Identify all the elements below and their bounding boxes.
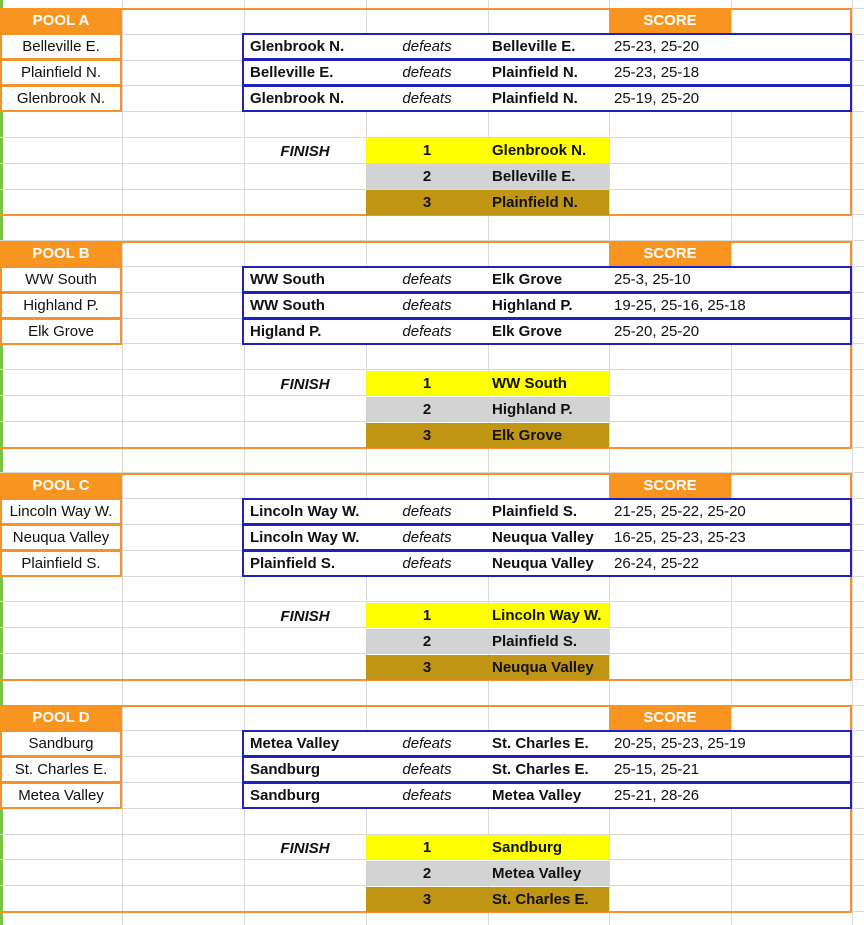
match-winner[interactable]: Sandburg — [250, 760, 320, 778]
third-place-team[interactable]: Elk Grove — [488, 423, 609, 448]
first-place-team[interactable]: Lincoln Way W. — [488, 603, 609, 628]
match-verb: defeats — [402, 760, 452, 778]
third-place-rank: 3 — [366, 423, 488, 448]
third-place-team[interactable]: Plainfield N. — [488, 190, 609, 215]
match-verb: defeats — [402, 734, 452, 752]
match-score[interactable]: 26-24, 25-22 — [614, 554, 700, 572]
match-loser[interactable]: Highland P. — [492, 296, 573, 314]
match-verb: defeats — [402, 63, 452, 81]
match-winner[interactable]: Lincoln Way W. — [250, 528, 360, 546]
pool-name: POOL B — [0, 241, 122, 266]
first-place-team[interactable]: WW South — [488, 371, 609, 396]
finish-label: FINISH — [280, 839, 330, 857]
pool-block — [0, 241, 864, 451]
match-loser[interactable]: Elk Grove — [492, 322, 563, 340]
match-loser[interactable]: Neuqua Valley — [492, 554, 594, 572]
match-verb: defeats — [402, 89, 452, 107]
match-verb: defeats — [402, 502, 452, 520]
score-header: SCORE — [609, 473, 731, 498]
finish-label: FINISH — [280, 142, 330, 160]
second-place-team[interactable]: Belleville E. — [488, 164, 609, 189]
match-verb: defeats — [402, 270, 452, 288]
pool-team-cell[interactable]: Belleville E. — [0, 33, 122, 60]
first-place-team[interactable]: Sandburg — [488, 835, 609, 860]
score-header: SCORE — [609, 241, 731, 266]
score-header: SCORE — [609, 705, 731, 730]
first-place-rank: 1 — [366, 603, 488, 628]
match-loser[interactable]: St. Charles E. — [492, 734, 589, 752]
pool-block — [0, 473, 864, 683]
pool-team-cell[interactable]: WW South — [0, 266, 122, 293]
match-score[interactable]: 21-25, 25-22, 25-20 — [614, 502, 746, 520]
match-score[interactable]: 16-25, 25-23, 25-23 — [614, 528, 746, 546]
pool-name: POOL D — [0, 705, 122, 730]
match-score[interactable]: 25-23, 25-18 — [614, 63, 700, 81]
match-score[interactable]: 25-15, 25-21 — [614, 760, 700, 778]
second-place-rank: 2 — [366, 164, 488, 189]
match-winner[interactable]: Plainfield S. — [250, 554, 336, 572]
match-loser[interactable]: Neuqua Valley — [492, 528, 594, 546]
third-place-rank: 3 — [366, 887, 488, 912]
pool-team-cell[interactable]: Plainfield N. — [0, 59, 122, 86]
match-winner[interactable]: Belleville E. — [250, 63, 334, 81]
second-place-team[interactable]: Metea Valley — [488, 861, 609, 886]
match-score[interactable]: 25-19, 25-20 — [614, 89, 700, 107]
match-loser[interactable]: Plainfield S. — [492, 502, 578, 520]
pool-team-cell[interactable]: Plainfield S. — [0, 550, 122, 577]
match-loser[interactable]: Metea Valley — [492, 786, 582, 804]
match-winner[interactable]: Higland P. — [250, 322, 322, 340]
pool-name: POOL A — [0, 8, 122, 33]
match-loser[interactable]: Belleville E. — [492, 37, 576, 55]
pool-name: POOL C — [0, 473, 122, 498]
match-winner[interactable]: WW South — [250, 296, 325, 314]
match-score[interactable]: 25-23, 25-20 — [614, 37, 700, 55]
match-loser[interactable]: Plainfield N. — [492, 63, 578, 81]
third-place-team[interactable]: Neuqua Valley — [488, 655, 609, 680]
second-place-rank: 2 — [366, 861, 488, 886]
match-score[interactable]: 25-20, 25-20 — [614, 322, 700, 340]
match-verb: defeats — [402, 296, 452, 314]
second-place-rank: 2 — [366, 629, 488, 654]
first-place-rank: 1 — [366, 138, 488, 163]
match-winner[interactable]: Sandburg — [250, 786, 320, 804]
match-verb: defeats — [402, 37, 452, 55]
score-header: SCORE — [609, 8, 731, 33]
match-verb: defeats — [402, 528, 452, 546]
first-place-rank: 1 — [366, 371, 488, 396]
match-verb: defeats — [402, 322, 452, 340]
match-loser[interactable]: Plainfield N. — [492, 89, 578, 107]
match-score[interactable]: 25-21, 28-26 — [614, 786, 700, 804]
second-place-rank: 2 — [366, 397, 488, 422]
pool-block — [0, 8, 864, 218]
finish-label: FINISH — [280, 607, 330, 625]
match-winner[interactable]: Metea Valley — [250, 734, 340, 752]
match-loser[interactable]: St. Charles E. — [492, 760, 589, 778]
match-score[interactable]: 19-25, 25-16, 25-18 — [614, 296, 746, 314]
pool-team-cell[interactable]: Neuqua Valley — [0, 524, 122, 551]
match-winner[interactable]: Glenbrook N. — [250, 37, 345, 55]
second-place-team[interactable]: Plainfield S. — [488, 629, 609, 654]
match-verb: defeats — [402, 554, 452, 572]
pool-team-cell[interactable]: Sandburg — [0, 730, 122, 757]
match-verb: defeats — [402, 786, 452, 804]
match-score[interactable]: 20-25, 25-23, 25-19 — [614, 734, 746, 752]
third-place-rank: 3 — [366, 190, 488, 215]
pool-team-cell[interactable]: Lincoln Way W. — [0, 498, 122, 525]
match-winner[interactable]: WW South — [250, 270, 325, 288]
pool-team-cell[interactable]: St. Charles E. — [0, 756, 122, 783]
first-place-team[interactable]: Glenbrook N. — [488, 138, 609, 163]
pool-team-cell[interactable]: Highland P. — [0, 292, 122, 319]
match-score[interactable]: 25-3, 25-10 — [614, 270, 691, 288]
match-winner[interactable]: Lincoln Way W. — [250, 502, 360, 520]
finish-label: FINISH — [280, 375, 330, 393]
match-winner[interactable]: Glenbrook N. — [250, 89, 345, 107]
third-place-rank: 3 — [366, 655, 488, 680]
first-place-rank: 1 — [366, 835, 488, 860]
pool-block — [0, 705, 864, 915]
second-place-team[interactable]: Highland P. — [488, 397, 609, 422]
match-loser[interactable]: Elk Grove — [492, 270, 563, 288]
pool-team-cell[interactable]: Glenbrook N. — [0, 85, 122, 112]
pool-team-cell[interactable]: Elk Grove — [0, 318, 122, 345]
pool-team-cell[interactable]: Metea Valley — [0, 782, 122, 809]
third-place-team[interactable]: St. Charles E. — [488, 887, 609, 912]
